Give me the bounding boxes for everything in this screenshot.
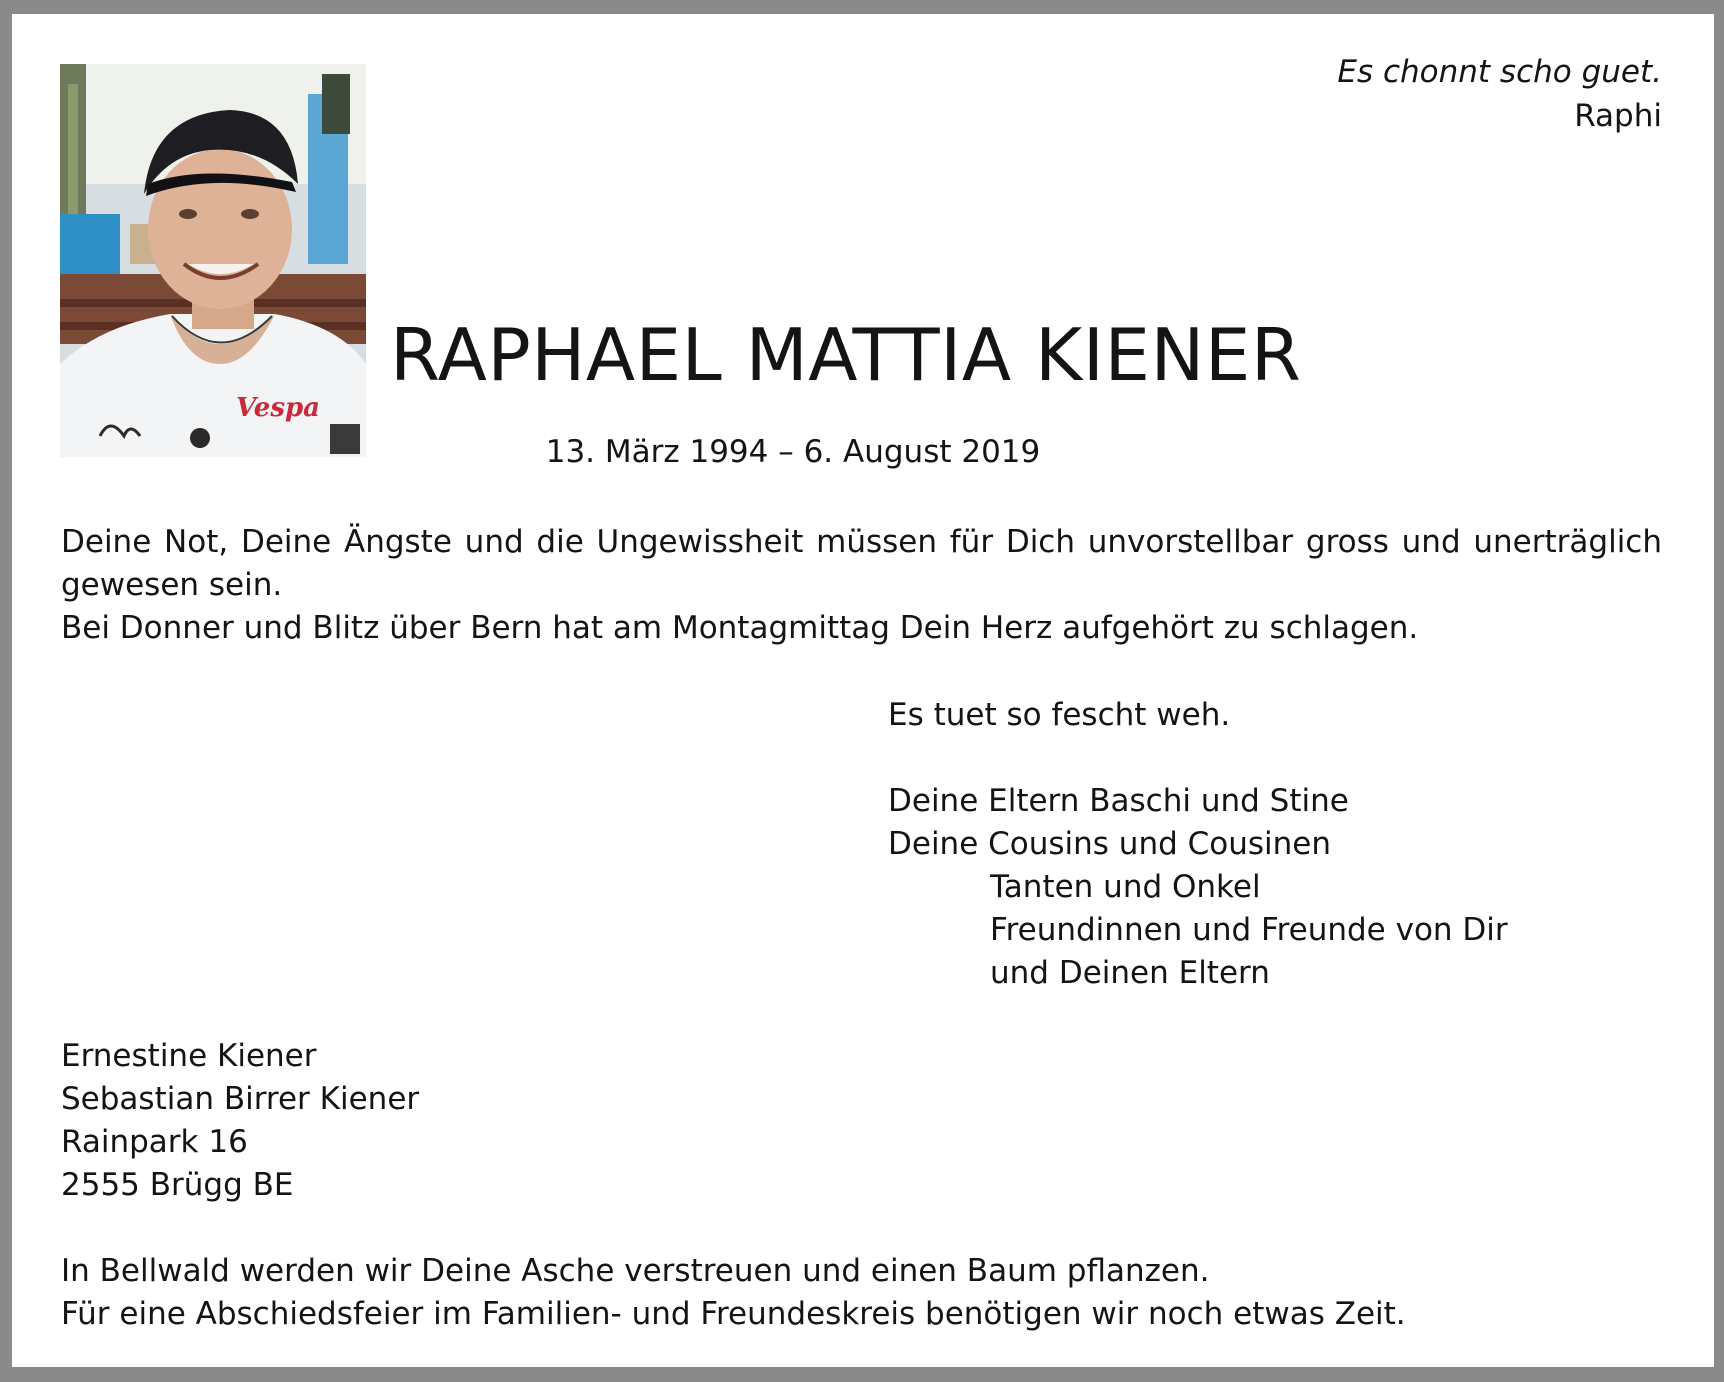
mourner-cousins: Deine Cousins und Cousinen [888, 826, 1332, 862]
family-address [61, 1035, 419, 1207]
life-dates-row [12, 430, 1714, 474]
body-text [61, 521, 1662, 650]
address-line-2: Sebastian Birrer Kiener [61, 1081, 420, 1117]
spacer [888, 737, 1508, 780]
life-dates: 13. März 1994 – 6. August 2019 [545, 434, 1041, 470]
body-paragraph-2: Bei Donner und Blitz über Bern hat am Montagmittag Dein Herz aufgehört zu schlagen. [61, 610, 1419, 646]
obituary-page [12, 14, 1714, 1367]
mourner-friends: Freundinnen und Freunde von Dir [990, 912, 1508, 948]
motto-quote: Es chonnt scho guet. [1337, 54, 1662, 90]
closing-line-2: Für eine Abschiedsfeier im Familien- und Freundeskreis benötigen wir noch etwas Zeit. [61, 1296, 1406, 1332]
address-line-1: Ernestine Kiener [61, 1038, 317, 1074]
address-line-4: 2555 Brügg BE [61, 1167, 294, 1203]
closing-line-1: In Bellwald werden wir Deine Asche verstreuen und einen Baum pflanzen. [61, 1253, 1210, 1289]
address-line-3: Rainpark 16 [61, 1124, 248, 1160]
deceased-name: RAPHAEL MATTIA KIENER [390, 313, 1302, 397]
lament-line: Es tuet so fescht weh. [888, 697, 1231, 733]
closing-text [61, 1250, 1406, 1336]
shirt-print: Vespa [236, 393, 320, 423]
portrait-photo [60, 64, 366, 457]
motto [1337, 50, 1662, 138]
motto-signature: Raphi [1574, 98, 1662, 134]
mourner-parents: Deine Eltern Baschi und Stine [888, 783, 1349, 819]
mourner-aunts: Tanten und Onkel [990, 869, 1261, 905]
mourners-block [888, 694, 1508, 995]
body-paragraph-1: Deine Not, Deine Ängste und die Ungewissheit müssen für Dich unvorstellbar gross und unerträglich gewesen sein. [61, 524, 1662, 603]
mourner-friends-cont: und Deinen Eltern [990, 955, 1270, 991]
